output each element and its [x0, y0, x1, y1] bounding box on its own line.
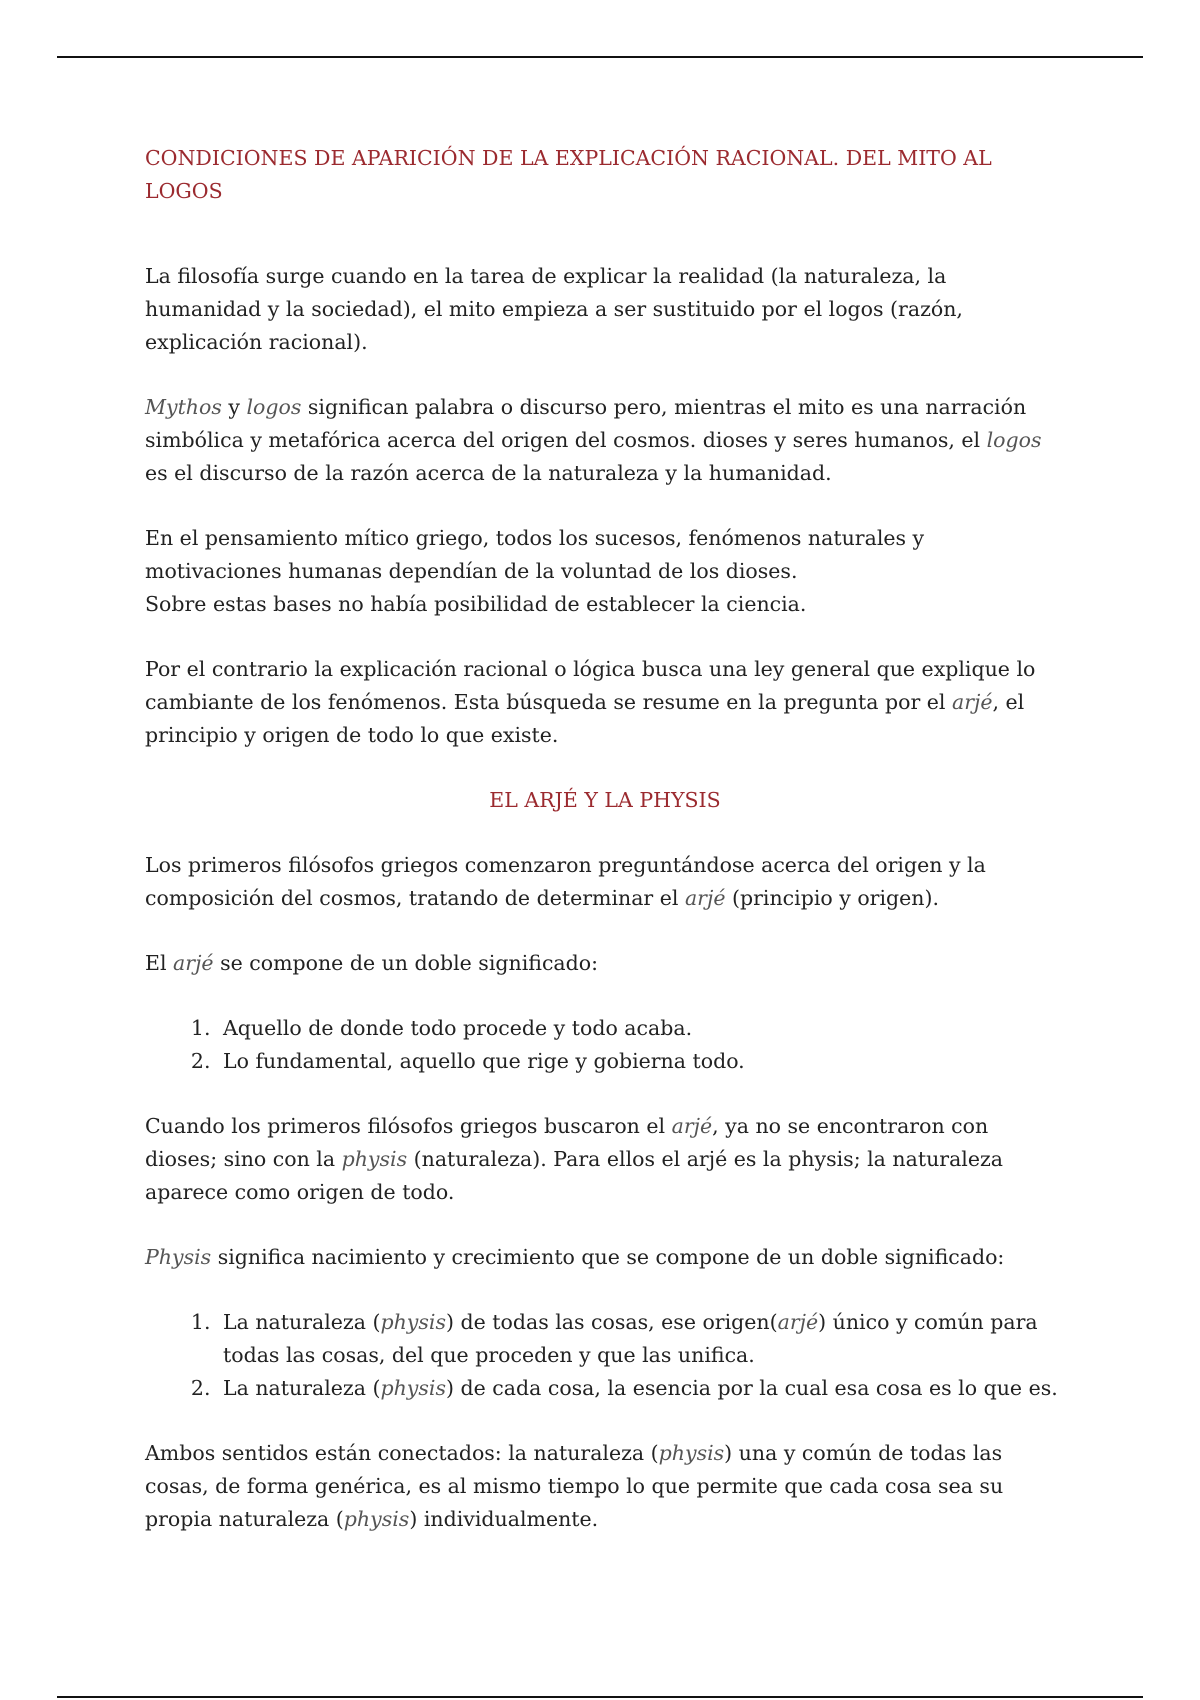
term-mythos: Mythos — [145, 395, 222, 419]
list-item — [217, 1372, 1065, 1405]
text-segment: Cuando los primeros filósofos griegos buscaron el — [145, 1114, 672, 1138]
rational-explanation-paragraph — [145, 653, 1065, 752]
text-segment: La naturaleza ( — [223, 1310, 381, 1334]
document-title: CONDICIONES DE APARICIÓN DE LA EXPLICACIÓN RACIONAL. DEL MITO AL LOGOS — [145, 146, 992, 203]
text-segment: Por el contrario la explicación racional o lógica busca una ley general que explique lo cambiante de los fenómenos. Esta búsqueda se resume en la pregunta por el — [145, 657, 1036, 714]
term-physis: physis — [658, 1441, 725, 1465]
text-segment: ) de todas las cosas, ese origen( — [445, 1310, 778, 1334]
text-segment: En el pensamiento mítico griego, todos los sucesos, fenómenos naturales y motivaciones humanas dependían de la voluntad de los dioses. — [145, 526, 925, 583]
mythical-thought-paragraph — [145, 522, 1065, 621]
document-body — [145, 142, 1065, 1536]
term-arje: arjé — [952, 690, 993, 714]
term-physis: physis — [341, 1147, 408, 1171]
term-logos: logos — [246, 395, 302, 419]
text-segment: es el discurso de la razón acerca de la naturaleza y la humanidad. — [145, 461, 832, 485]
text-segment: ) una y común de todas las cosas, de forma genérica, es al mismo tiempo lo que permite que cada cosa sea su propia naturaleza ( — [145, 1441, 1004, 1531]
text-segment: y — [221, 395, 247, 419]
text-segment: , el principio y origen de todo lo que existe. — [145, 690, 1025, 747]
list-item: 2. Lo fundamental, aquello que rige y gobierna todo. — [217, 1045, 1065, 1078]
list-item — [217, 1306, 1065, 1372]
term-physis: Physis — [145, 1245, 212, 1269]
connected-senses-paragraph — [145, 1437, 1065, 1536]
first-philosophers-paragraph — [145, 849, 1065, 915]
mythos-logos-paragraph — [145, 391, 1065, 490]
text-segment: significa nacimiento y crecimiento que se compone de un doble significado: — [211, 1245, 1005, 1269]
bottom-rule — [57, 1696, 1143, 1698]
term-arje: arjé — [173, 951, 214, 975]
text-segment: ) único y común para todas las cosas, del que proceden y que las unifica. — [223, 1310, 1038, 1367]
term-arje: arjé — [777, 1310, 819, 1334]
text-segment: significan palabra o discurso pero, mientras el mito es una narración simbólica y metafórica acerca del origen del cosmos. dioses y seres humanos, el — [145, 395, 1027, 452]
text-segment: Sobre estas bases no había posibilidad de establecer la ciencia. — [145, 592, 807, 616]
intro-paragraph: La filosofía surge cuando en la tarea de explicar la realidad (la naturaleza, la humanidad y la sociedad), el mito empieza a ser sustituido por el logos (razón, explicación racional). — [145, 264, 963, 354]
term-physis: physis — [343, 1507, 410, 1531]
text-segment: (principio y origen). — [725, 886, 940, 910]
text-segment: (naturaleza). Para ellos el arjé es la physis; la naturaleza aparece como origen de todo. — [145, 1147, 1004, 1204]
arje-meanings-list — [145, 1012, 1065, 1078]
physis-discovery-paragraph — [145, 1110, 1065, 1209]
text-segment: La naturaleza ( — [223, 1376, 381, 1400]
text-segment: Ambos sentidos están conectados: la naturaleza ( — [145, 1441, 659, 1465]
text-segment: Los primeros filósofos griegos comenzaron preguntándose acerca del origen y la composición del cosmos, tratando de determinar el — [145, 853, 986, 910]
section-subtitle: EL ARJÉ Y LA PHYSIS — [489, 788, 721, 812]
physis-meaning-paragraph — [145, 1241, 1065, 1274]
term-logos: logos — [986, 428, 1042, 452]
text-segment: se compone de un doble significado: — [213, 951, 599, 975]
list-item: 1. Aquello de donde todo procede y todo acaba. — [217, 1012, 1065, 1045]
text-segment: ) de cada cosa, la esencia por la cual esa cosa es lo que es. — [445, 1376, 1058, 1400]
arje-meaning-paragraph — [145, 947, 1065, 980]
term-arje: arjé — [684, 886, 726, 910]
term-physis: physis — [380, 1310, 446, 1334]
text-segment: El — [145, 951, 174, 975]
term-physis: physis — [380, 1376, 446, 1400]
text-segment: ) individualmente. — [409, 1507, 599, 1531]
text-segment: , ya no se encontraron con dioses; sino con la — [145, 1114, 989, 1171]
term-arje: arjé — [671, 1114, 713, 1138]
physis-meanings-list — [145, 1306, 1065, 1405]
top-rule — [57, 56, 1143, 58]
